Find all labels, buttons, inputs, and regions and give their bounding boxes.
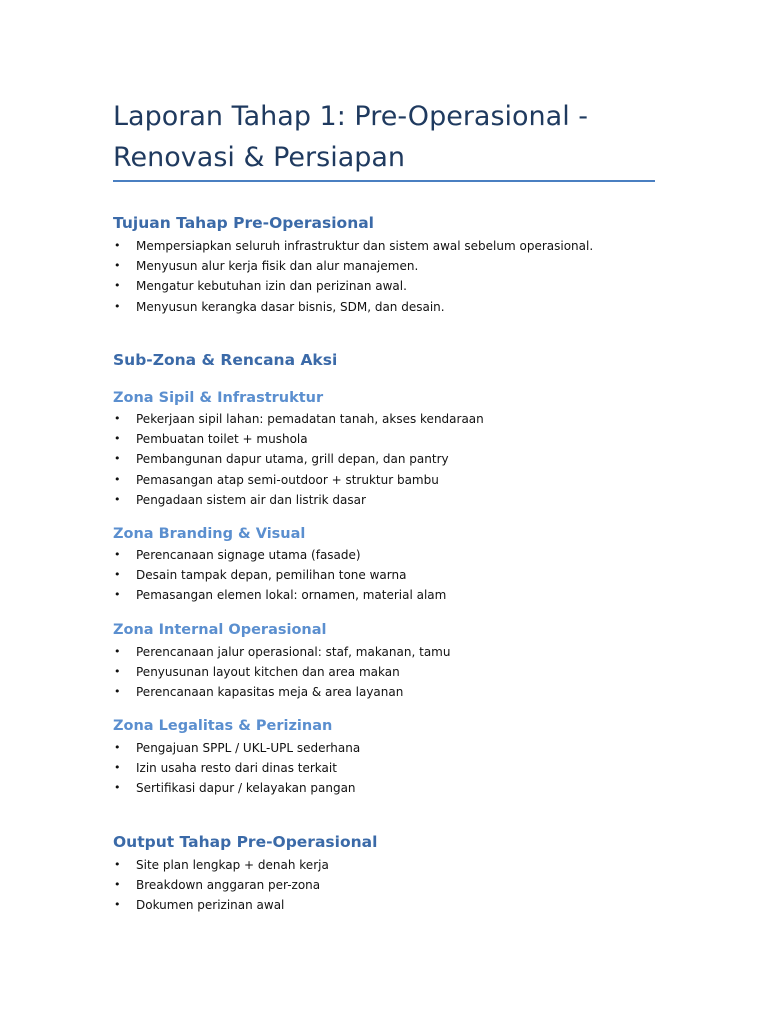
list-item: • Izin usaha resto dari dinas terkait xyxy=(113,758,673,778)
bullet-icon: • xyxy=(114,412,121,425)
list-item: • Pemasangan elemen lokal: ornamen, material alam xyxy=(113,585,673,605)
zona-sipil-heading: Zona Sipil & Infrastruktur xyxy=(113,390,324,406)
list-item: • Menyusun alur kerja fisik dan alur manajemen. xyxy=(113,256,673,276)
bullet-icon: • xyxy=(114,588,121,602)
zona-branding-list xyxy=(113,545,673,606)
zona-sipil-list xyxy=(113,409,673,510)
title-line-1: Laporan Tahap 1: Pre-Operasional - xyxy=(113,101,589,132)
bullet-icon: • xyxy=(114,279,121,293)
list-item: • Breakdown anggaran per-zona xyxy=(113,875,673,895)
output-list xyxy=(113,855,673,916)
list-item: • Perencanaan signage utama (fasade) xyxy=(113,545,673,565)
list-item: • Pembuatan toilet + mushola xyxy=(113,429,673,449)
bullet-icon: • xyxy=(114,472,121,486)
list-item: • Mempersiapkan seluruh infrastruktur dan sistem awal sebelum operasional. xyxy=(113,236,673,256)
list-item: • Pengadaan sistem air dan listrik dasar xyxy=(113,490,673,510)
bullet-icon: • xyxy=(114,452,121,466)
list-item: • Pembangunan dapur utama, grill depan, dan pantry xyxy=(113,449,673,469)
tujuan-list xyxy=(113,236,673,317)
bullet-icon: • xyxy=(114,492,121,506)
bullet-icon: • xyxy=(114,685,121,699)
title-line-2: Renovasi & Persiapan xyxy=(113,142,406,173)
bullet-icon: • xyxy=(114,432,121,446)
bullet-icon: • xyxy=(114,898,121,912)
bullet-icon: • xyxy=(114,548,121,561)
bullet-icon: • xyxy=(114,665,121,679)
bullet-icon: • xyxy=(114,878,121,892)
bullet-icon: • xyxy=(114,299,121,313)
zona-branding-heading: Zona Branding & Visual xyxy=(113,526,306,542)
list-item: • Dokumen perizinan awal xyxy=(113,895,673,915)
bullet-icon: • xyxy=(114,741,121,754)
subzona-heading: Sub-Zona & Rencana Aksi xyxy=(113,351,338,369)
list-item: • Perencanaan jalur operasional: staf, makanan, tamu xyxy=(113,642,673,662)
output-heading: Output Tahap Pre-Operasional xyxy=(113,833,378,851)
list-item: • Pemasangan atap semi-outdoor + struktur bambu xyxy=(113,470,673,490)
document-title xyxy=(113,96,653,178)
list-item: • Menyusun kerangka dasar bisnis, SDM, dan desain. xyxy=(113,297,673,317)
list-item: • Pengajuan SPPL / UKL-UPL sederhana xyxy=(113,738,673,758)
bullet-icon: • xyxy=(114,645,121,658)
zona-internal-list xyxy=(113,642,673,703)
list-item: • Sertifikasi dapur / kelayakan pangan xyxy=(113,778,673,798)
list-item: • Perencanaan kapasitas meja & area layanan xyxy=(113,682,673,702)
list-item: • Site plan lengkap + denah kerja xyxy=(113,855,673,875)
list-item: • Pekerjaan sipil lahan: pemadatan tanah, akses kendaraan xyxy=(113,409,673,429)
tujuan-heading: Tujuan Tahap Pre-Operasional xyxy=(113,214,374,232)
bullet-icon: • xyxy=(114,568,121,582)
title-underline-rule xyxy=(113,180,655,182)
list-item: • Mengatur kebutuhan izin dan perizinan awal. xyxy=(113,276,673,296)
bullet-icon: • xyxy=(114,781,121,795)
zona-internal-heading: Zona Internal Operasional xyxy=(113,622,327,638)
bullet-icon: • xyxy=(114,858,121,871)
list-item: • Desain tampak depan, pemilihan tone warna xyxy=(113,565,673,585)
bullet-icon: • xyxy=(114,239,121,252)
list-item: • Penyusunan layout kitchen dan area makan xyxy=(113,662,673,682)
bullet-icon: • xyxy=(114,259,121,273)
zona-legalitas-heading: Zona Legalitas & Perizinan xyxy=(113,718,333,734)
bullet-icon: • xyxy=(114,761,121,775)
zona-legalitas-list xyxy=(113,738,673,799)
